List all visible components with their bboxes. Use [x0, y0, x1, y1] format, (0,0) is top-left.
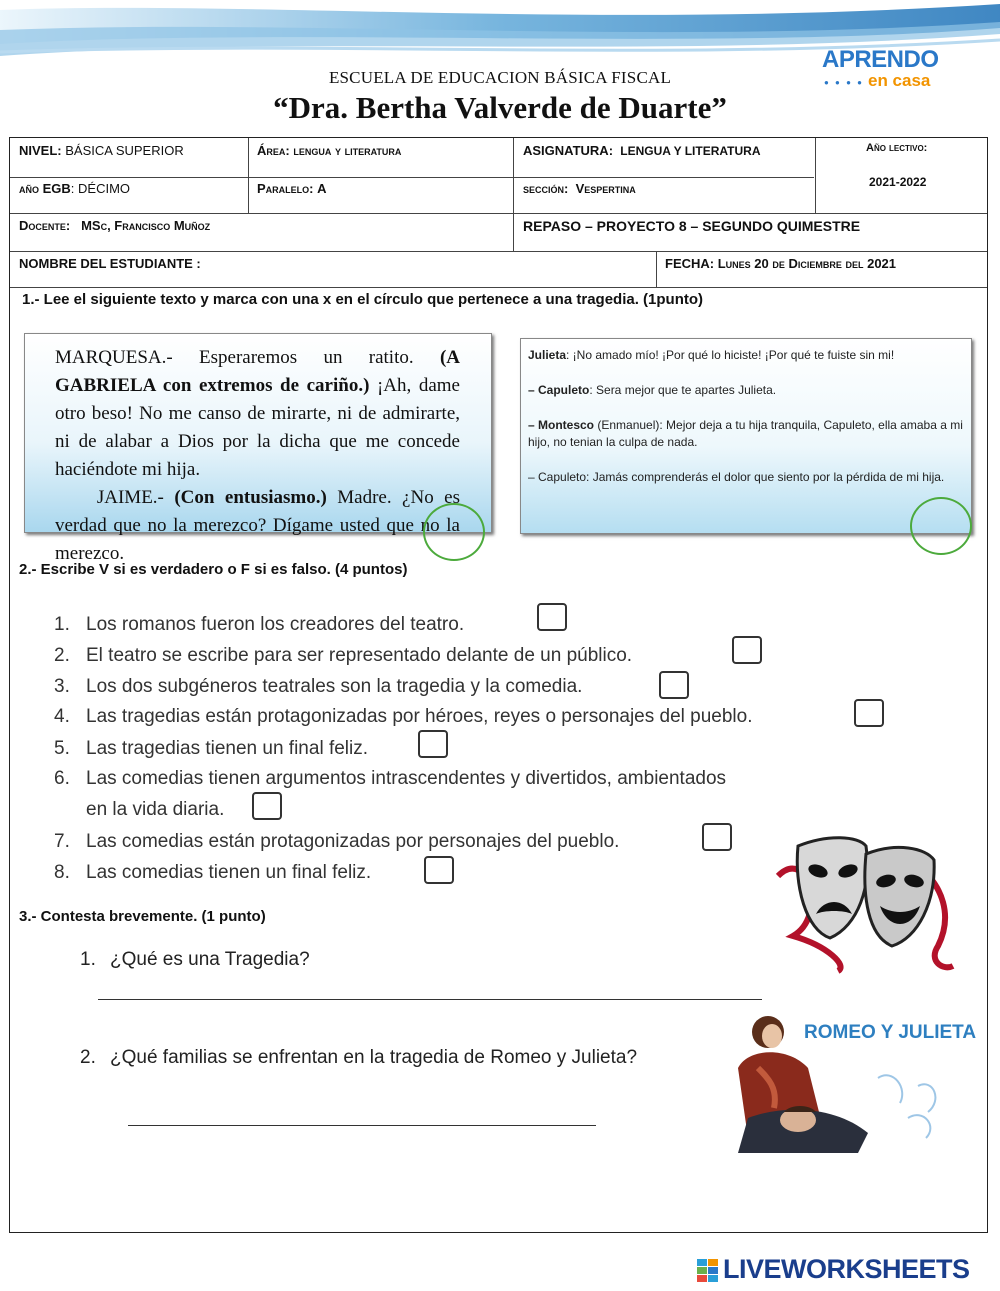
romeo-julieta-illustration	[728, 1008, 977, 1158]
answer-box-8[interactable]	[424, 856, 454, 884]
answer-line-1[interactable]	[98, 999, 762, 1000]
asignatura-cell: ASIGNATURA: LENGUA Y LITERATURA	[523, 143, 761, 158]
answer-line-2[interactable]	[128, 1125, 596, 1126]
logo-top-text: APRENDO	[822, 46, 939, 73]
romeo-julieta-figure-icon	[728, 1008, 968, 1158]
dialogue-box-tragedy-text: Julieta: ¡No amado mío! ¡Por qué lo hiciste! ¡Por qué te fuiste sin mi! – Capuleto: Sera mejor que te apartes Julieta. – Montesco (Enmanuel): Mejor deja a tu hija tranquila, Capuleto, ella amaba a mi hijo, no tenian la culpa de nada. – Capuleto: Jamás comprenderás el dolor que siento por la pérdida de mi hija.	[528, 348, 963, 484]
area-cell: Área: lengua y literatura	[257, 143, 402, 158]
list-item: 3. Los dos subgéneros teatrales son la tragedia y la comedia.	[54, 676, 583, 697]
school-title: “Dra. Bertha Valverde de Duarte”	[273, 90, 727, 125]
list-item: 6. Las comedias tienen argumentos intrascendentes y divertidos, ambientados	[54, 768, 727, 789]
aprendo-en-casa-logo	[822, 48, 942, 96]
list-item: 5. Las tragedias tienen un final feliz.	[54, 738, 369, 759]
school-name: ESCUELA DE EDUCACION BÁSICA FISCAL	[328, 68, 672, 87]
romeo-julieta-label: ROMEO Y JULIETA	[804, 1022, 977, 1043]
fecha-cell: FECHA: Lunes 20 de Diciembre del 2021	[665, 256, 897, 271]
nombre-estudiante-cell: NOMBRE DEL ESTUDIANTE :	[19, 256, 201, 271]
list-item: 7. Las comedias están protagonizadas por personajes del pueblo.	[54, 831, 620, 852]
question-2-title: 2.- Escribe V si es verdadero o F si es falso. (4 puntos)	[19, 561, 408, 578]
paralelo-cell: Paralelo: A	[257, 181, 327, 196]
question-3-item-1: 1. ¿Qué es una Tragedia?	[80, 949, 310, 970]
repaso-cell: REPASO – PROYECTO 8 – SEGUNDO QUIMESTRE	[523, 218, 861, 234]
dialogue-box-comedy-text: MARQUESA.- Esperaremos un ratito. (A GABRIELA con extremos de cariño.) ¡Ah, dame otro beso! No me canso de mirarte, ni de admirarte, ni de alabar a Dios por la dicha que me concede haciéndote mi hija. JAIME.- (Con entusiasmo.) Madre. ¿No es verdad que no la merezco? Dígame usted que no la merezco.	[55, 347, 461, 564]
logo-dots-icon: ● ● ● ●	[824, 78, 864, 87]
answer-circle-1[interactable]	[423, 503, 485, 561]
question-1-title: 1.- Lee el siguiente texto y marca con una x en el círculo que pertenece a una tragedia. (1punto)	[22, 291, 704, 308]
anio-lectivo-label: Año lectivo:	[866, 142, 928, 154]
dialogue-box-tragedy	[520, 338, 972, 534]
list-item: 2. El teatro se escribe para ser representado delante de un público.	[54, 645, 633, 666]
answer-box-5[interactable]	[418, 730, 448, 758]
list-item: 8. Las comedias tienen un final feliz.	[54, 862, 372, 883]
question-3-title: 3.- Contesta brevemente. (1 punto)	[19, 908, 266, 925]
answer-box-4[interactable]	[854, 699, 884, 727]
answer-circle-2[interactable]	[910, 497, 972, 555]
answer-box-2[interactable]	[732, 636, 762, 664]
logo-bottom-text: en casa	[868, 71, 931, 90]
answer-box-6[interactable]	[252, 792, 282, 820]
liveworksheets-logo-icon	[697, 1259, 719, 1283]
anio-egb-cell: año EGB: DÉCIMO	[19, 181, 131, 196]
seccion-cell: sección: Vespertina	[523, 181, 636, 196]
list-item: 1. Los romanos fueron los creadores del teatro.	[54, 614, 465, 635]
docente-cell: Docente: MSc, Francisco Muñoz	[19, 218, 211, 233]
liveworksheets-brand	[697, 1254, 997, 1286]
list-item: en la vida diaria.	[86, 799, 225, 820]
question-3-item-2: 2. ¿Qué familias se enfrentan en la tragedia de Romeo y Julieta?	[80, 1047, 638, 1068]
list-item: 4. Las tragedias están protagonizadas por héroes, reyes o personajes del pueblo.	[54, 706, 753, 727]
answer-box-1[interactable]	[537, 603, 567, 631]
theater-masks-icon	[768, 826, 958, 976]
nivel-cell: NIVEL: BÁSICA SUPERIOR	[19, 143, 184, 158]
dialogue-box-comedy	[24, 333, 492, 564]
liveworksheets-text: LIVEWORKSHEETS	[723, 1254, 970, 1284]
answer-box-7[interactable]	[702, 823, 732, 851]
anio-lectivo-value: 2021-2022	[869, 175, 927, 189]
answer-box-3[interactable]	[659, 671, 689, 699]
